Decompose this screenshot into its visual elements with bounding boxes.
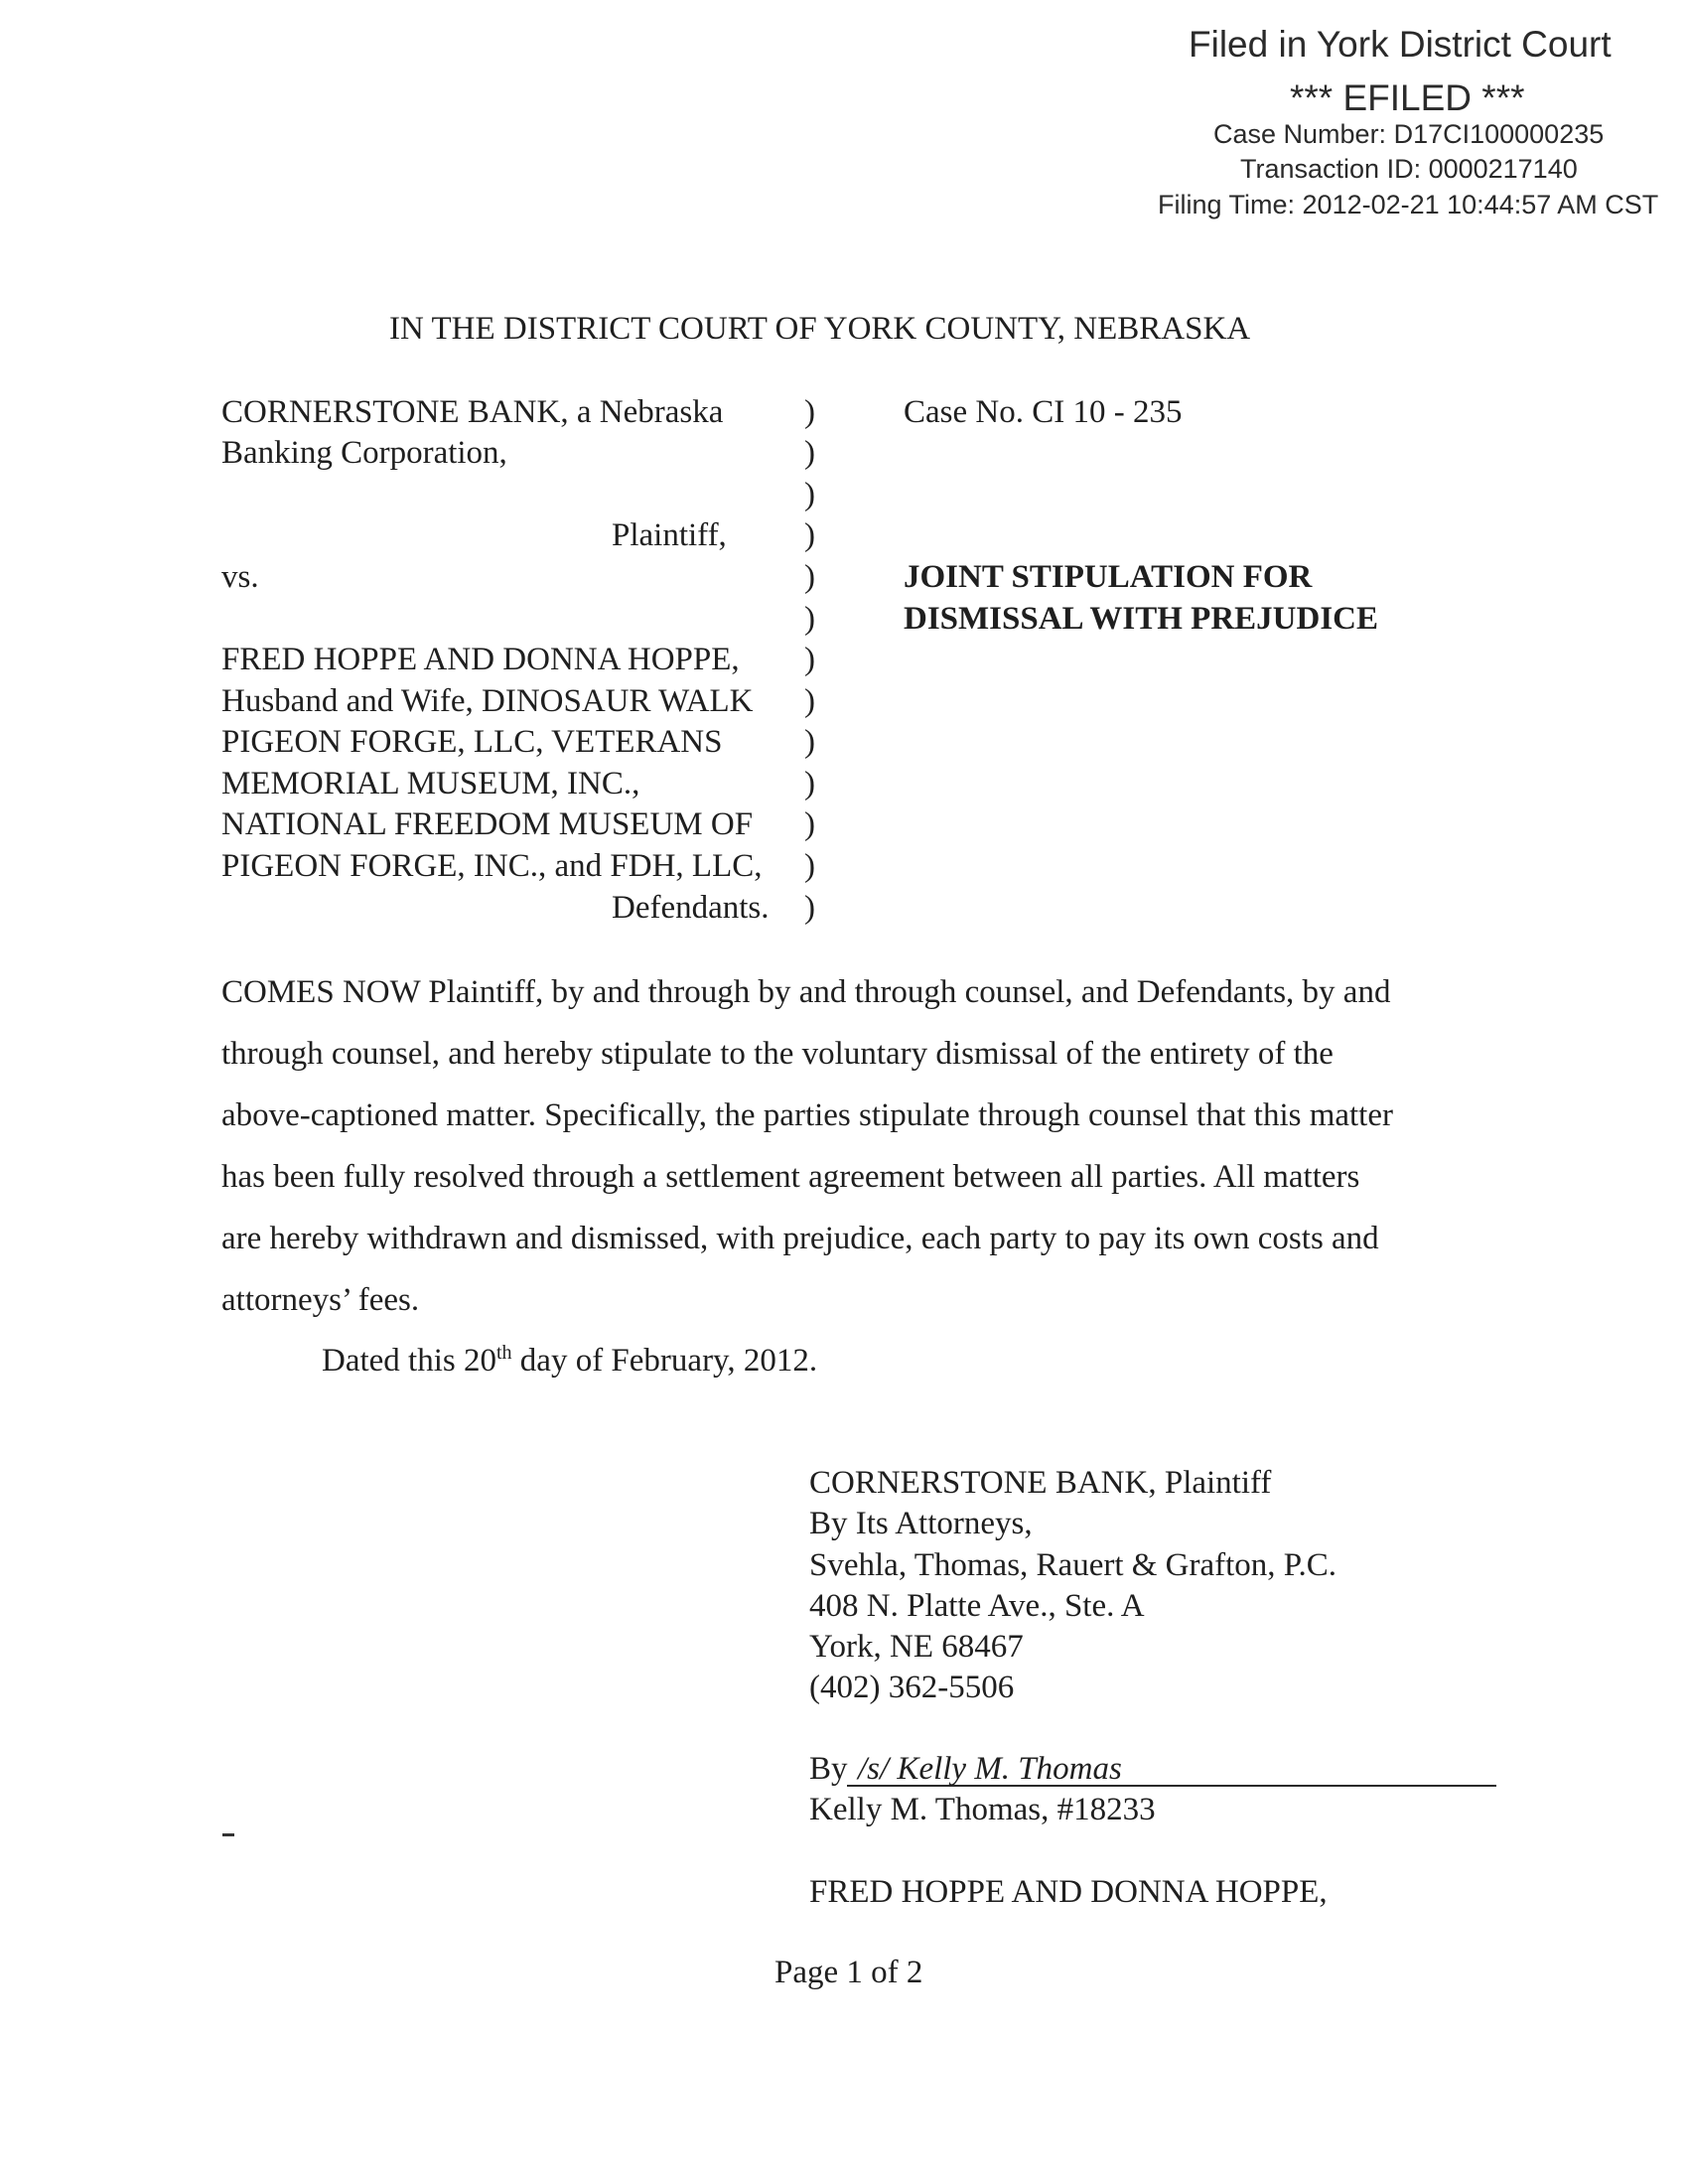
page-number: Page 1 of 2 <box>774 1955 923 1990</box>
versus-label: vs. <box>221 559 259 595</box>
document-title-line: JOINT STIPULATION FOR <box>904 559 1313 595</box>
signer-name: Kelly M. Thomas, #18233 <box>809 1792 1156 1827</box>
caption-paren: ) <box>804 683 815 719</box>
signature-phone: (402) 362-5506 <box>809 1670 1015 1705</box>
stamp-court-line: Filed in York District Court <box>1189 24 1612 65</box>
dated-suffix: day of February, 2012. <box>511 1343 818 1379</box>
plaintiff-role: Plaintiff, <box>612 517 727 553</box>
defendant-line: PIGEON FORGE, INC., and FDH, LLC, <box>221 848 763 884</box>
signature-address-line1: 408 N. Platte Ave., Ste. A <box>809 1588 1145 1624</box>
dated-suffix-ordinal: th <box>495 1342 512 1364</box>
stamp-case-number: Case Number: D17CI100000235 <box>1213 119 1605 149</box>
defendant-line: Husband and Wife, DINOSAUR WALK <box>221 683 754 719</box>
court-heading: IN THE DISTRICT COURT OF YORK COUNTY, NEBRASKA <box>389 311 1251 347</box>
signature-address-line2: York, NE 68467 <box>809 1629 1024 1665</box>
defendant-line: FRED HOPPE AND DONNA HOPPE, <box>221 642 740 677</box>
body-line: COMES NOW Plaintiff, by and through by and through counsel, and Defendants, by and <box>221 974 1391 1010</box>
signature-party: CORNERSTONE BANK, Plaintiff <box>809 1465 1272 1501</box>
case-number: Case No. CI 10 - 235 <box>904 394 1183 430</box>
caption-paren: ) <box>804 517 815 553</box>
dated-line <box>322 1343 817 1380</box>
signature-by-attorneys: By Its Attorneys, <box>809 1506 1033 1541</box>
plaintiff-line: CORNERSTONE BANK, a Nebraska <box>221 394 724 430</box>
body-line: has been fully resolved through a settlement agreement between all parties. All matters <box>221 1159 1360 1195</box>
stamp-filing-time: Filing Time: 2012-02-21 10:44:57 AM CST <box>1158 190 1659 219</box>
body-line: through counsel, and hereby stipulate to the voluntary dismissal of the entirety of the <box>221 1036 1334 1072</box>
caption-paren: ) <box>804 559 815 595</box>
body-line: are hereby withdrawn and dismissed, with prejudice, each party to pay its own costs and <box>221 1221 1379 1256</box>
caption-paren: ) <box>804 601 815 637</box>
signature-firm: Svehla, Thomas, Rauert & Grafton, P.C. <box>809 1547 1336 1583</box>
dated-prefix: Dated this 20 <box>322 1343 496 1379</box>
electronic-signature: /s/ Kelly M. Thomas <box>858 1751 1122 1787</box>
caption-paren: ) <box>804 848 815 884</box>
caption-paren: ) <box>804 890 815 926</box>
caption-paren: ) <box>804 724 815 760</box>
body-line: attorneys’ fees. <box>221 1282 420 1318</box>
defendant-line: PIGEON FORGE, LLC, VETERANS <box>221 724 723 760</box>
stray-mark <box>222 1833 234 1836</box>
caption-paren: ) <box>804 642 815 677</box>
document-title-line: DISMISSAL WITH PREJUDICE <box>904 601 1379 637</box>
plaintiff-line: Banking Corporation, <box>221 435 507 471</box>
body-line: above-captioned matter. Specifically, the parties stipulate through counsel that this matter <box>221 1097 1393 1133</box>
signature-by-label: By <box>809 1751 848 1787</box>
caption-paren: ) <box>804 766 815 801</box>
stamp-transaction-id: Transaction ID: 0000217140 <box>1240 154 1578 184</box>
stamp-efiled-line: *** EFILED *** <box>1290 77 1525 118</box>
caption-paren: ) <box>804 477 815 512</box>
defendant-line: NATIONAL FREEDOM MUSEUM OF <box>221 806 754 842</box>
next-party: FRED HOPPE AND DONNA HOPPE, <box>809 1874 1328 1910</box>
caption-paren: ) <box>804 394 815 430</box>
defendant-role: Defendants. <box>612 890 770 926</box>
caption-paren: ) <box>804 435 815 471</box>
defendant-line: MEMORIAL MUSEUM, INC., <box>221 766 640 801</box>
caption-paren: ) <box>804 806 815 842</box>
